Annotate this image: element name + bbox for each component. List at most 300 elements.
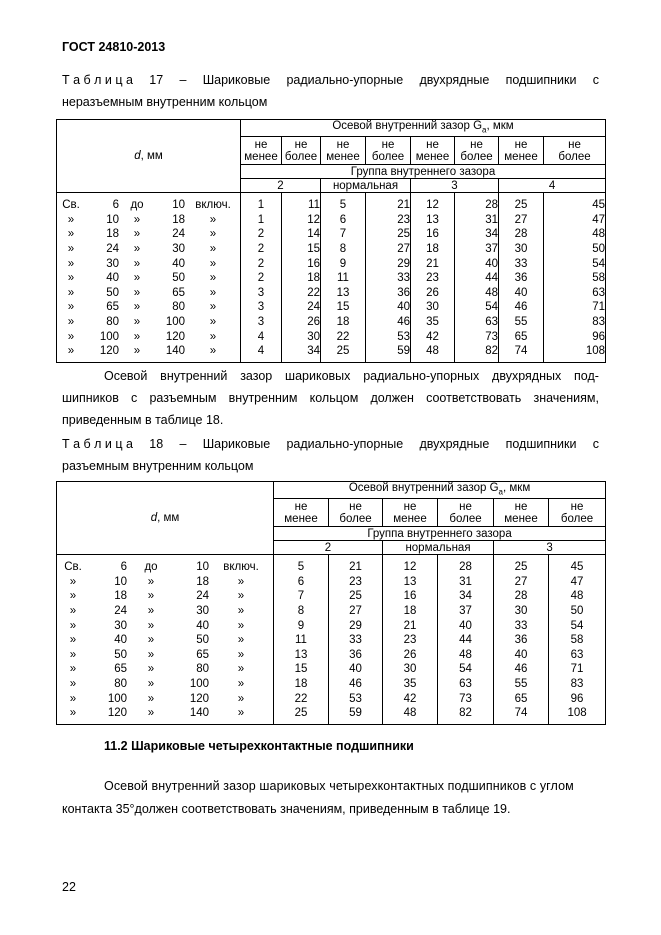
table-cell: 73 bbox=[459, 692, 472, 705]
diameter-part: 80 bbox=[172, 301, 185, 314]
table-cell: 7 bbox=[297, 590, 305, 603]
table-cell: 23 bbox=[397, 213, 410, 226]
diameter-part: » bbox=[133, 257, 141, 270]
diameter-part: 80 bbox=[106, 316, 119, 329]
word: Шариковые bbox=[202, 73, 271, 87]
table-cell: 28 bbox=[514, 228, 528, 241]
table-cell: 37 bbox=[485, 243, 498, 256]
table-cell: 23 bbox=[403, 634, 417, 647]
table-cell: 35 bbox=[403, 678, 417, 691]
diameter-range bbox=[57, 648, 273, 663]
diameter-part: 50 bbox=[114, 648, 127, 661]
table-cell: 24 bbox=[307, 301, 320, 314]
table-cell: 33 bbox=[397, 272, 410, 285]
diameter-column bbox=[57, 193, 241, 363]
word: Шариковые bbox=[202, 437, 271, 451]
d-mm-header: d, мм bbox=[57, 120, 241, 193]
column-header-text: более bbox=[284, 150, 318, 163]
table-cell: 63 bbox=[570, 648, 584, 661]
table-cell: 73 bbox=[485, 330, 498, 343]
diameter-part: 100 bbox=[107, 692, 127, 705]
table-cell: 21 bbox=[397, 199, 410, 212]
diameter-part: до bbox=[144, 561, 158, 574]
column-header-text: не bbox=[514, 500, 528, 513]
table-cell: 34 bbox=[485, 228, 498, 241]
diameter-part: » bbox=[69, 678, 77, 691]
diameter-part: 24 bbox=[172, 228, 185, 241]
diameter-part: » bbox=[237, 692, 245, 705]
diameter-part: 140 bbox=[165, 345, 185, 358]
diameter-part: » bbox=[209, 228, 217, 241]
diameter-part: » bbox=[67, 213, 75, 226]
table-cell: 54 bbox=[459, 663, 472, 676]
column-header-text: более bbox=[560, 512, 594, 525]
table-cell: 2 bbox=[257, 272, 265, 285]
column-header-text: не bbox=[514, 138, 528, 151]
paragraph-table19-intro bbox=[62, 775, 599, 821]
diameter-range bbox=[57, 575, 273, 590]
diameter-part: » bbox=[147, 707, 155, 720]
table-cell: 47 bbox=[592, 213, 606, 226]
table-cell: 21 bbox=[426, 257, 439, 270]
diameter-range bbox=[57, 619, 273, 634]
table-cell: 59 bbox=[397, 345, 410, 358]
table-cell: 2 bbox=[257, 228, 265, 241]
diameter-part: 18 bbox=[106, 228, 119, 241]
diameter-part: 120 bbox=[165, 330, 185, 343]
diameter-part: 40 bbox=[172, 257, 185, 270]
table-cell: 30 bbox=[514, 243, 528, 256]
value-column bbox=[282, 193, 321, 363]
diameter-part: 18 bbox=[196, 575, 209, 588]
table-cell: 74 bbox=[514, 707, 528, 720]
diameter-part: » bbox=[133, 228, 141, 241]
table-cell: 48 bbox=[403, 707, 417, 720]
table-cell: 31 bbox=[459, 575, 472, 588]
diameter-part: 10 bbox=[106, 213, 119, 226]
diameter-range bbox=[57, 692, 273, 707]
table-cell: 35 bbox=[426, 316, 439, 329]
table-cell: 18 bbox=[294, 678, 308, 691]
table-cell: 31 bbox=[485, 213, 498, 226]
table-cell: 11 bbox=[295, 634, 307, 647]
diameter-part: 24 bbox=[114, 605, 127, 618]
diameter-part: до bbox=[130, 199, 144, 212]
group-cell: 2 bbox=[241, 179, 321, 193]
table-cell: 108 bbox=[567, 707, 587, 720]
table-cell: 40 bbox=[514, 648, 528, 661]
word: внутренний bbox=[160, 369, 228, 383]
table-cell: 18 bbox=[426, 243, 439, 256]
diameter-column bbox=[57, 555, 274, 725]
table-cell: 55 bbox=[514, 316, 528, 329]
diameter-part: » bbox=[209, 345, 217, 358]
column-header-text: менее bbox=[284, 512, 318, 525]
group-cell: 2 bbox=[274, 541, 383, 555]
table-cell: 42 bbox=[403, 692, 417, 705]
diameter-part: » bbox=[147, 663, 155, 676]
diameter-part: » bbox=[147, 605, 155, 618]
column-header-text: более bbox=[558, 150, 591, 163]
diameter-part: 50 bbox=[106, 286, 119, 299]
table-cell: 46 bbox=[514, 663, 528, 676]
diameter-part: » bbox=[69, 619, 77, 632]
table-cell: 46 bbox=[397, 316, 410, 329]
diameter-part: 18 bbox=[172, 213, 185, 226]
diameter-part: » bbox=[67, 345, 75, 358]
d-mm-header: d, мм bbox=[57, 482, 274, 555]
table-cell: 36 bbox=[349, 648, 362, 661]
diameter-part: » bbox=[67, 316, 75, 329]
diameter-part: » bbox=[69, 707, 77, 720]
table-cell: 3 bbox=[257, 316, 265, 329]
table-cell: 50 bbox=[570, 605, 584, 618]
diameter-part: » bbox=[237, 590, 245, 603]
column-header-text: менее bbox=[504, 150, 538, 163]
column-header-text: более bbox=[449, 512, 482, 525]
diameter-part: 30 bbox=[172, 243, 185, 256]
word: подшипники bbox=[505, 73, 577, 87]
diameter-range bbox=[57, 662, 273, 677]
word: радиально-упорные bbox=[286, 73, 404, 87]
table-cell: 44 bbox=[459, 634, 472, 647]
table-cell: 65 bbox=[514, 692, 528, 705]
diameter-part: » bbox=[209, 213, 217, 226]
column-header-text: не bbox=[470, 138, 483, 151]
clearance-header: Осевой внутренний зазор $G_a$, мкм bbox=[241, 120, 606, 137]
word: внутренним bbox=[228, 391, 298, 405]
table-cell: 40 bbox=[397, 301, 410, 314]
group-cell: нормальная bbox=[321, 179, 411, 193]
column-header bbox=[282, 137, 321, 165]
diameter-range bbox=[57, 315, 240, 330]
diameter-part: » bbox=[69, 590, 77, 603]
diameter-part: » bbox=[237, 605, 245, 618]
table-cell: 25 bbox=[349, 590, 362, 603]
diameter-range bbox=[57, 286, 240, 301]
diameter-part: » bbox=[69, 692, 77, 705]
table-cell: 33 bbox=[349, 634, 362, 647]
column-header bbox=[383, 499, 438, 527]
table-cell: 63 bbox=[485, 316, 498, 329]
value-column bbox=[274, 555, 329, 725]
column-header-text: не bbox=[403, 500, 417, 513]
column-header-text: не bbox=[570, 500, 584, 513]
word: Осевой bbox=[104, 369, 148, 383]
table-cell: 29 bbox=[349, 619, 362, 632]
diameter-range bbox=[57, 589, 273, 604]
table-cell: 15 bbox=[336, 301, 350, 314]
page-number: 22 bbox=[62, 880, 76, 894]
table-cell: 14 bbox=[307, 228, 320, 241]
word: двухрядные bbox=[419, 73, 490, 87]
table-cell: 22 bbox=[294, 692, 308, 705]
word: 17 bbox=[149, 73, 164, 87]
table-cell: 54 bbox=[592, 257, 606, 270]
diameter-part: 100 bbox=[99, 330, 119, 343]
table-cell: 33 bbox=[514, 257, 528, 270]
table-cell: 42 bbox=[426, 330, 439, 343]
word: соответствовать bbox=[426, 391, 522, 405]
value-column bbox=[455, 193, 499, 363]
diameter-part: » bbox=[147, 619, 155, 632]
table-cell: 30 bbox=[307, 330, 320, 343]
table-cell: 44 bbox=[485, 272, 498, 285]
diameter-range bbox=[57, 242, 240, 257]
table-cell: 2 bbox=[257, 243, 265, 256]
table-cell: 83 bbox=[570, 678, 584, 691]
table-cell: 23 bbox=[426, 272, 439, 285]
column-header bbox=[241, 137, 282, 165]
word: шариковых bbox=[285, 369, 351, 383]
diameter-part: » bbox=[67, 272, 75, 285]
column-header bbox=[549, 499, 606, 527]
value-column bbox=[241, 193, 282, 363]
table-cell: 26 bbox=[403, 648, 417, 661]
table-cell: 71 bbox=[592, 301, 606, 314]
paragraph-line bbox=[62, 387, 599, 409]
table-cell: 5 bbox=[339, 199, 347, 212]
table-cell: 9 bbox=[297, 619, 305, 632]
table-cell: 59 bbox=[349, 707, 362, 720]
diameter-part: 80 bbox=[114, 678, 127, 691]
table-cell: 9 bbox=[339, 257, 347, 270]
table-cell: 53 bbox=[397, 330, 410, 343]
diameter-part: включ. bbox=[195, 199, 231, 212]
table-cell: 16 bbox=[403, 590, 417, 603]
table-cell: 12 bbox=[426, 199, 439, 212]
column-header-text: не bbox=[294, 138, 308, 151]
table-cell: 96 bbox=[592, 330, 606, 343]
table-cell: 74 bbox=[514, 345, 528, 358]
paragraph-line: контакта 35°должен соответствовать значениям, приведенным в таблице 19. bbox=[62, 802, 511, 816]
table-cell: 27 bbox=[397, 243, 410, 256]
table-cell: 4 bbox=[257, 345, 265, 358]
table-cell: 25 bbox=[294, 707, 308, 720]
table-cell: 21 bbox=[403, 619, 417, 632]
table-cell: 71 bbox=[570, 663, 584, 676]
column-header-text: менее bbox=[415, 150, 450, 163]
diameter-part: 40 bbox=[196, 619, 209, 632]
table-18 bbox=[56, 481, 606, 725]
diameter-part: » bbox=[133, 243, 141, 256]
diameter-part: Св. bbox=[62, 199, 80, 212]
column-header-text: не bbox=[294, 500, 308, 513]
value-column bbox=[544, 193, 606, 363]
diameter-part: » bbox=[237, 575, 245, 588]
value-column bbox=[494, 555, 549, 725]
table-cell: 50 bbox=[592, 243, 606, 256]
table-cell: 3 bbox=[257, 301, 265, 314]
column-header-text: менее bbox=[393, 512, 427, 525]
table-cell: 16 bbox=[307, 257, 320, 270]
diameter-part: 6 bbox=[120, 561, 127, 574]
table-cell: 1 bbox=[257, 213, 265, 226]
diameter-part: » bbox=[147, 575, 155, 588]
diameter-range bbox=[57, 706, 273, 721]
table-cell: 40 bbox=[349, 663, 362, 676]
table-cell: 108 bbox=[585, 345, 606, 358]
table-cell: 40 bbox=[459, 619, 472, 632]
table-cell: 26 bbox=[426, 286, 439, 299]
diameter-part: 100 bbox=[165, 316, 185, 329]
table-cell: 23 bbox=[349, 575, 362, 588]
diameter-part: » bbox=[209, 316, 217, 329]
table-cell: 58 bbox=[570, 634, 584, 647]
group-header: Группа внутреннего зазора bbox=[274, 527, 606, 541]
word: значениям, bbox=[533, 391, 599, 405]
column-header-text: более bbox=[339, 512, 372, 525]
diameter-range bbox=[57, 257, 240, 272]
diameter-part: » bbox=[237, 707, 245, 720]
diameter-part: 6 bbox=[112, 199, 119, 212]
word: должен bbox=[370, 391, 414, 405]
diameter-part: 65 bbox=[196, 648, 209, 661]
table-cell: 63 bbox=[459, 678, 472, 691]
diameter-part: » bbox=[237, 678, 245, 691]
table-cell: 8 bbox=[339, 243, 347, 256]
diameter-part: 65 bbox=[114, 663, 127, 676]
column-header-text: не bbox=[459, 500, 472, 513]
group-cell: 3 bbox=[411, 179, 499, 193]
table-cell: 25 bbox=[514, 561, 528, 574]
column-header-text: не bbox=[349, 500, 362, 513]
table-cell: 48 bbox=[426, 345, 439, 358]
table-cell: 48 bbox=[570, 590, 584, 603]
table-cell: 27 bbox=[514, 575, 528, 588]
paragraph-line: приведенным в таблице 18. bbox=[62, 413, 224, 427]
table17-caption-line1 bbox=[62, 69, 599, 91]
table-cell: 96 bbox=[570, 692, 584, 705]
column-header-text: не bbox=[336, 138, 350, 151]
table-cell: 13 bbox=[403, 575, 417, 588]
diameter-part: » bbox=[209, 272, 217, 285]
table-cell: 47 bbox=[570, 575, 584, 588]
column-header-text: менее bbox=[504, 512, 538, 525]
column-header-text: менее bbox=[244, 150, 278, 163]
diameter-part: 140 bbox=[189, 707, 209, 720]
value-column bbox=[321, 193, 366, 363]
diameter-part: 18 bbox=[114, 590, 127, 603]
table-cell: 25 bbox=[397, 228, 410, 241]
table-cell: 6 bbox=[339, 213, 347, 226]
table-17 bbox=[56, 119, 606, 363]
table-cell: 65 bbox=[514, 330, 528, 343]
diameter-part: 120 bbox=[189, 692, 209, 705]
table-cell: 36 bbox=[397, 286, 410, 299]
diameter-part: 80 bbox=[196, 663, 209, 676]
word: разъемным bbox=[149, 391, 217, 405]
diameter-part: » bbox=[147, 648, 155, 661]
group-header: Группа внутреннего зазора bbox=[241, 165, 606, 179]
column-header-text: не bbox=[568, 138, 581, 151]
table17-caption-line2: неразъемным внутренним кольцом bbox=[62, 95, 268, 109]
diameter-part: 65 bbox=[172, 286, 185, 299]
column-header-text: не bbox=[426, 138, 439, 151]
clearance-header: Осевой внутренний зазор $G_a$, мкм bbox=[274, 482, 606, 499]
diameter-part: » bbox=[67, 330, 75, 343]
diameter-range bbox=[57, 300, 240, 315]
table-cell: 16 bbox=[426, 228, 439, 241]
value-column bbox=[438, 555, 494, 725]
table-cell: 48 bbox=[485, 286, 498, 299]
value-column bbox=[411, 193, 455, 363]
table-cell: 7 bbox=[339, 228, 347, 241]
diameter-part: » bbox=[237, 663, 245, 676]
diameter-range bbox=[57, 227, 240, 242]
word: – bbox=[179, 437, 187, 451]
table-cell: 13 bbox=[426, 213, 439, 226]
diameter-part: 50 bbox=[172, 272, 185, 285]
word: Т а б л и ц а bbox=[62, 437, 133, 451]
diameter-part: 40 bbox=[106, 272, 119, 285]
diameter-range bbox=[57, 344, 240, 359]
table-cell: 46 bbox=[349, 678, 362, 691]
table-cell: 4 bbox=[257, 330, 265, 343]
table-cell: 34 bbox=[307, 345, 320, 358]
diameter-part: 50 bbox=[196, 634, 209, 647]
document-header: ГОСТ 24810-2013 bbox=[62, 40, 166, 54]
table-cell: 11 bbox=[308, 199, 320, 212]
word: Т а б л и ц а bbox=[62, 73, 133, 87]
diameter-part: » bbox=[147, 634, 155, 647]
table-cell: 28 bbox=[485, 199, 498, 212]
diameter-part: » bbox=[67, 301, 75, 314]
table-cell: 53 bbox=[349, 692, 362, 705]
word: – bbox=[179, 73, 187, 87]
group-cell: 4 bbox=[499, 179, 606, 193]
table17-caption bbox=[62, 69, 599, 113]
diameter-range bbox=[57, 677, 273, 692]
diameter-part: Св. bbox=[64, 561, 82, 574]
table-cell: 34 bbox=[459, 590, 472, 603]
column-header bbox=[329, 499, 383, 527]
diameter-range bbox=[57, 604, 273, 619]
diameter-part: » bbox=[69, 605, 77, 618]
table-cell: 55 bbox=[514, 678, 528, 691]
table-cell: 27 bbox=[349, 605, 362, 618]
column-header bbox=[455, 137, 499, 165]
value-column bbox=[329, 555, 383, 725]
table-cell: 26 bbox=[307, 316, 320, 329]
table-cell: 22 bbox=[336, 330, 350, 343]
diameter-part: 24 bbox=[106, 243, 119, 256]
table-cell: 13 bbox=[336, 286, 350, 299]
word: двухрядных bbox=[492, 369, 562, 383]
column-header bbox=[438, 499, 494, 527]
table-cell: 29 bbox=[397, 257, 410, 270]
diameter-part: » bbox=[133, 345, 141, 358]
diameter-part: 65 bbox=[106, 301, 119, 314]
diameter-part: 30 bbox=[114, 619, 127, 632]
table-cell: 5 bbox=[297, 561, 305, 574]
diameter-range bbox=[57, 330, 240, 345]
table-cell: 83 bbox=[592, 316, 606, 329]
table-cell: 45 bbox=[592, 199, 606, 212]
table-cell: 11 bbox=[337, 272, 349, 285]
table18-caption bbox=[62, 433, 599, 477]
table-cell: 37 bbox=[459, 605, 472, 618]
table-cell: 18 bbox=[307, 272, 320, 285]
word: с bbox=[131, 391, 138, 405]
table-cell: 18 bbox=[403, 605, 417, 618]
diameter-part: » bbox=[133, 213, 141, 226]
column-header-text: более bbox=[371, 150, 405, 163]
diameter-part: 40 bbox=[114, 634, 127, 647]
table-cell: 82 bbox=[459, 707, 472, 720]
diameter-part: 30 bbox=[196, 605, 209, 618]
table-cell: 12 bbox=[307, 213, 320, 226]
